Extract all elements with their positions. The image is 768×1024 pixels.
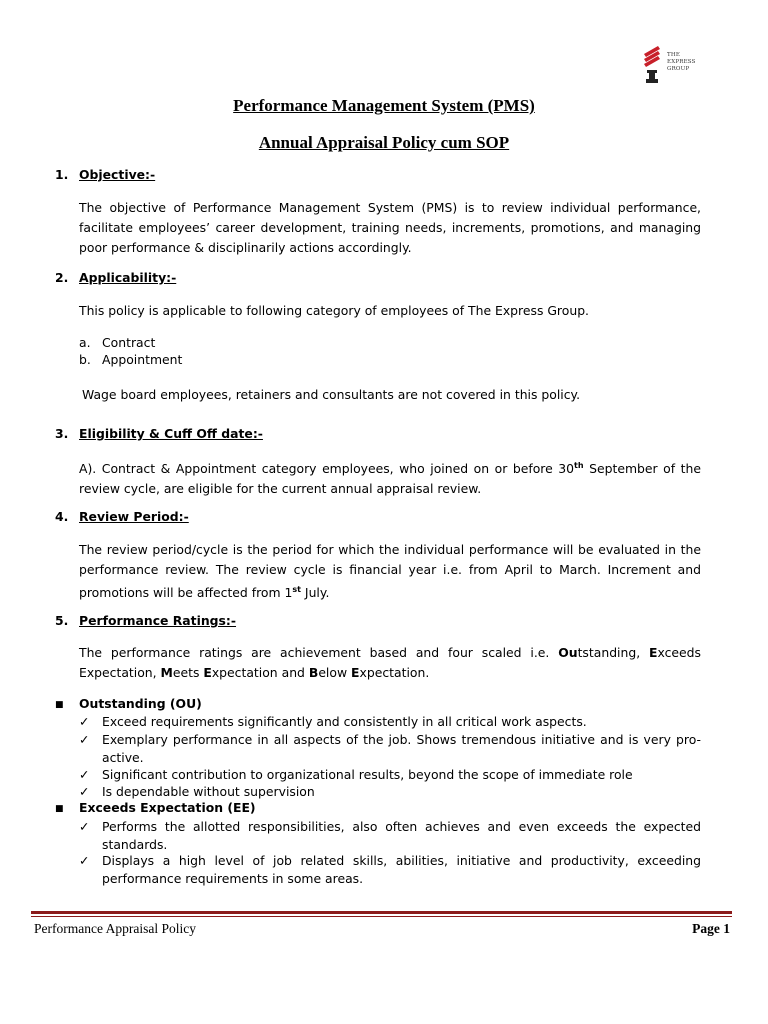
performance-ratings-paragraph: The performance ratings are achievement based and four scaled i.e. Outstanding, Exceeds Expectation, Meets Expectation and Below Expectation. [79,645,701,680]
checkmark-icon: ✓ [79,732,90,747]
rating-heading-exceeds: ■ Exceeds Expectation (EE) [55,800,256,815]
checkmark-icon: ✓ [79,853,90,868]
objective-paragraph: The objective of Performance Management System (PMS) is to review individual performance, facilitate employees’ career development, training needs, increments, promotions, and managing poor performance & disciplinarily actions accordingly. [79,200,701,255]
checkmark-icon: ✓ [79,784,90,799]
section-heading-performance-ratings: 5. Performance Ratings:- [55,613,237,628]
list-item: ✓ Significant contribution to organizational results, beyond the scope of immediate role [79,767,633,782]
section-heading-objective: 1. Objective:- [55,167,156,182]
list-item: ✓ Exemplary performance in all aspects of the job. Shows tremendous initiative and is very pro-active. [79,732,701,765]
square-bullet-icon: ■ [55,804,64,814]
page-number: Page 1 [692,921,730,936]
footer-rule [31,911,732,914]
list-item: ✓ Is dependable without supervision [79,784,315,799]
section-heading-eligibility: 3. Eligibility & Cuff Off date:- [55,426,263,441]
list-item: ✓ Exceed requirements significantly and consistently in all critical work aspects. [79,714,587,729]
logo-text: THE EXPRESS GROUP [667,52,696,72]
checkmark-icon: ✓ [79,714,90,729]
square-bullet-icon: ■ [55,700,64,710]
list-item: b. Appointment [79,352,183,367]
list-item: a. Contract [79,335,156,350]
applicability-note: Wage board employees, retainers and consultants are not covered in this policy. [82,387,581,402]
checkmark-icon: ✓ [79,819,90,834]
document-title: Performance Management System (PMS) [233,96,535,115]
applicability-paragraph: This policy is applicable to following category of employees of The Express Group. [79,303,589,318]
list-item: ✓ Displays a high level of job related skills, abilities, initiative and productivity, exceeding performance requirements in some areas. [79,853,701,886]
list-item: ✓ Performs the allotted responsibilities, also often achieves and even exceeds the expected standards. [79,819,701,852]
express-group-logo-icon [640,44,664,86]
document-subtitle: Annual Appraisal Policy cum SOP [258,133,510,152]
section-heading-applicability: 2. Applicability:- [55,270,177,285]
footer-title: Performance Appraisal Policy [34,921,196,936]
review-period-paragraph: The review period/cycle is the period for which the individual performance will be evaluated in the performance review. The review cycle is financial year i.e. from April to March. Increment and promotions will be affected from 1st July. [79,542,701,601]
checkmark-icon: ✓ [79,767,90,782]
eligibility-paragraph: A). Contract & Appointment category employees, who joined on or before 30th September of the review cycle, are eligible for the current annual appraisal review. [79,461,701,497]
section-heading-review-period: 4. Review Period:- [55,509,189,524]
footer-rule-thin [31,916,732,917]
rating-heading-outstanding: ■ Outstanding (OU) [55,696,202,711]
company-logo [640,44,704,86]
